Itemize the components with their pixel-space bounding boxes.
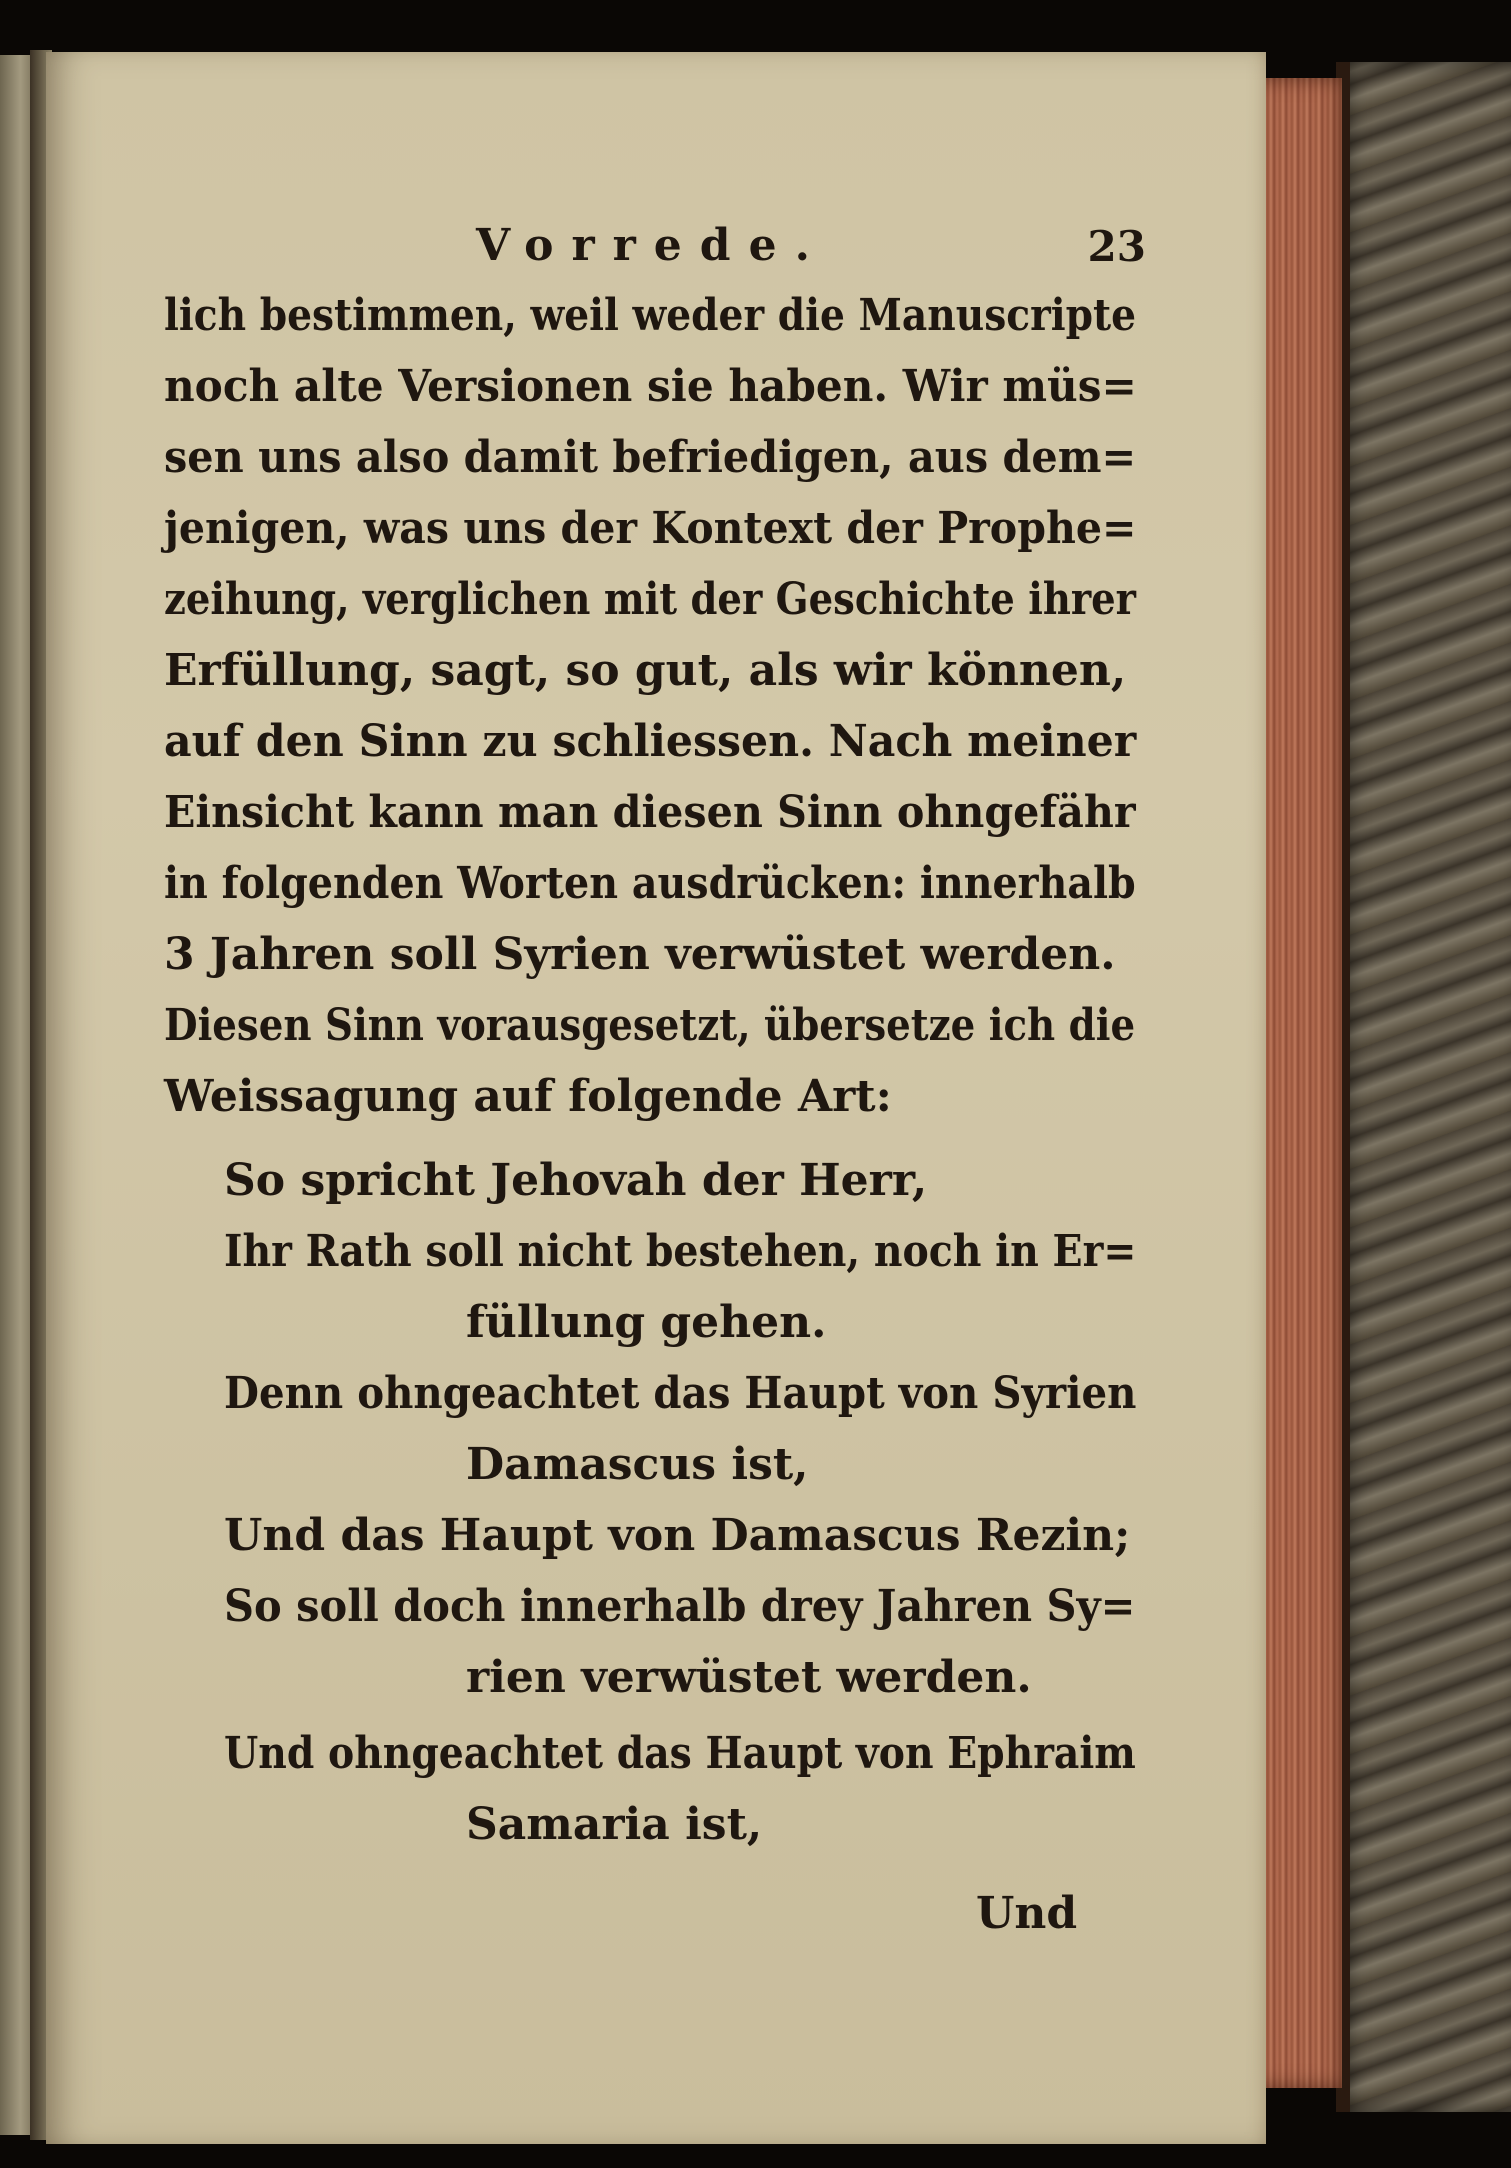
- catchword: Und: [976, 1888, 1078, 1939]
- verse-line: So spricht Jehovah der Herr,: [224, 1155, 928, 1206]
- verse-line: Damascus ist,: [466, 1439, 809, 1490]
- verse-line: So soll doch innerhalb drey Jahren Sy=: [224, 1581, 1136, 1632]
- body-line: 3 Jahren soll Syrien verwüstet werden.: [164, 929, 1116, 980]
- body-line: in folgenden Worten ausdrücken: innerhalb: [164, 858, 1136, 909]
- marbled-cover-board: [1336, 62, 1511, 2112]
- page-text: [46, 52, 1266, 2144]
- body-line: auf den Sinn zu schliessen. Nach meiner: [164, 716, 1137, 767]
- verse-line: Und ohngeachtet das Haupt von Ephraim: [224, 1728, 1136, 1779]
- body-line: Einsicht kann man diesen Sinn ohngefähr: [164, 787, 1136, 838]
- previous-page-edge: [0, 55, 34, 2135]
- page-number: 23: [1087, 222, 1146, 271]
- verse-line: rien verwüstet werden.: [466, 1652, 1032, 1703]
- verse-line: Ihr Rath soll nicht bestehen, noch in Er=: [224, 1226, 1137, 1277]
- body-line: zeihung, verglichen mit der Geschichte ihrer: [164, 574, 1137, 625]
- printed-page: [46, 52, 1266, 2144]
- body-line: lich bestimmen, weil weder die Manuscripte: [164, 290, 1136, 341]
- verse-line: Samaria ist,: [466, 1799, 763, 1850]
- body-line: Erfüllung, sagt, so gut, als wir können,: [164, 645, 1127, 696]
- body-line: Diesen Sinn vorausgesetzt, übersetze ich die: [164, 1000, 1136, 1051]
- running-header: [246, 220, 1146, 290]
- body-line: noch alte Versionen sie haben. Wir müs=: [164, 361, 1137, 412]
- body-line: sen uns also damit befriedigen, aus dem=: [164, 432, 1137, 483]
- verse-line: füllung gehen.: [466, 1297, 827, 1348]
- body-line: Weissagung auf folgende Art:: [164, 1071, 892, 1122]
- running-title: Vorrede.: [476, 220, 828, 271]
- verse-line: Und das Haupt von Damascus Rezin;: [224, 1510, 1131, 1561]
- body-line: jenigen, was uns der Kontext der Prophe=: [164, 503, 1137, 554]
- verse-line: Denn ohngeachtet das Haupt von Syrien: [224, 1368, 1137, 1419]
